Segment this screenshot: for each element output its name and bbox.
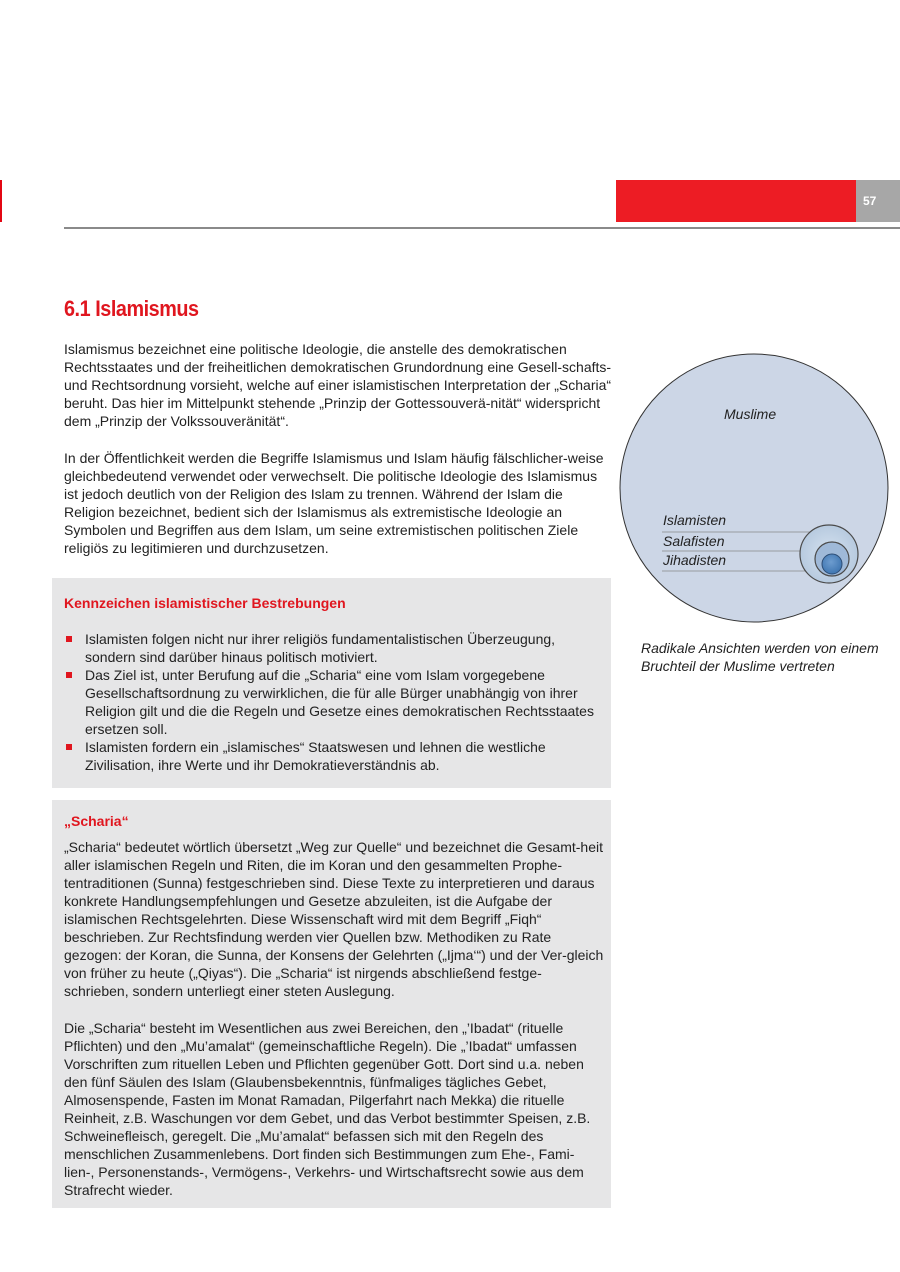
list-item-text: Islamisten fordern ein „islamisches“ Staatswesen und lehnen die westliche Zivilisation, ihre Werte und ihr Demokratieverständnis ab. — [85, 739, 546, 773]
muslim-proportions-diagram — [612, 348, 900, 628]
list-item — [64, 630, 609, 666]
bullet-square-icon — [66, 636, 72, 642]
label-jihadisten: Jihadisten — [663, 552, 727, 568]
characteristics-title: Kennzeichen islamistischer Bestrebungen — [64, 595, 346, 611]
diagram-circles — [612, 348, 900, 628]
list-item-text: Das Ziel ist, unter Berufung auf die „Scharia“ eine vom Islam vorgegebene Gesellschaftsordnung zu verwirklichen, die für alle Bürger unabhängig von ihrer Religion gilt und die die Regeln und Gesetze eines demokratischen Rechtsstaates ersetzen soll. — [85, 667, 594, 737]
intro-paragraph-1: Islamismus bezeichnet eine politische Ideologie, die anstelle des demokratischen Rechtsstaates und der freiheitlichen demokratischen Grundordnung eine Gesell-schafts- und Rechtsordnung vorsieht, welche auf einer islamistischen Interpretation der „Scharia“ beruht. Das hier im Mittelpunkt stehende „Prinzip der Gottessouverä-nität“ widerspricht dem „Prinzip der Volkssouveränität“. — [64, 341, 612, 429]
list-item-text: Islamisten folgen nicht nur ihrer religiös fundamentalistischen Überzeugung, sondern sind darüber hinaus politisch motiviert. — [85, 631, 556, 665]
page-number: 57 — [856, 180, 900, 222]
characteristics-box — [52, 578, 611, 788]
scharia-paragraph-1: „Scharia“ bedeutet wörtlich übersetzt „Weg zur Quelle“ und bezeichnet die Gesamt-heit aller islamischen Regeln und Riten, die im Koran und den gesammelten Prophe-tentraditionen (Sunna) festgeschrieben sind. Diese Texte zu interpretieren und daraus konkrete Handlungsempfehlungen und Gesetze abzuleiten, ist die Aufgabe der islamischen Rechtsgelehrten. Diese Wissenschaft wird mit dem Begriff „Fiqh“ beschrieben. Zur Rechtsfindung werden vier Quellen bzw. Methodiken zu Rate gezogen: der Koran, die Sunna, der Konsens der Gelehrten („Ijma‘“) und der Ver-gleich von früher zu heute („Qiyas“). Die „Scharia“ ist nirgends abschließend festge-schrieben, sondern unterliegt einer steten Auslegung. — [64, 839, 604, 999]
diagram-caption: Radikale Ansichten werden von einem Bruchteil der Muslime vertreten — [641, 640, 879, 674]
characteristics-list — [64, 630, 609, 774]
list-item — [64, 666, 609, 738]
scharia-box — [52, 800, 611, 1208]
section-title: 6.1 Islamismus — [64, 296, 199, 321]
bullet-square-icon — [66, 672, 72, 678]
label-salafisten: Salafisten — [663, 533, 725, 549]
margin-marker — [0, 180, 2, 222]
label-muslime: Muslime — [724, 406, 777, 422]
scharia-paragraph-2: Die „Scharia“ besteht im Wesentlichen aus zwei Bereichen, den „’Ibadat“ (rituelle Pflichten) und den „Mu’amalat“ (gemeinschaftliche Regeln). Die „’Ibadat“ umfassen Vorschriften zum rituellen Leben und Pflichten gegenüber Gott. Dort sind u.a. neben den fünf Säulen des Islam (Glaubensbekenntnis, fünfmaliges tägliches Gebet, Almosenspende, Fasten im Monat Ramadan, Pilgerfahrt nach Mekka) die rituelle Reinheit, z.B. Waschungen vor dem Gebet, und das Verbot bestimmter Speisen, z.B. Schweinefleisch, geregelt. Die „Mu’amalat“ befassen sich mit den Regeln des menschlichen Zusammenlebens. Dort finden sich Bestimmungen zum Ehe-, Fami-lien-, Personenstands-, Vermögens-, Verkehrs- und Wirtschaftsrecht sowie aus dem Strafrecht wieder. — [64, 1020, 591, 1198]
header-rule — [64, 227, 900, 229]
intro-paragraph-2: In der Öffentlichkeit werden die Begriffe Islamismus und Islam häufig fälschlicher-weise gleichbedeutend verwendet oder verwechselt. Die politische Ideologie des Islamismus ist jedoch deutlich von der Religion des Islam zu trennen. Während der Islam die Religion bezeichnet, bedient sich der Islamismus als extremistische Ideologie an Symbolen und Begriffen aus dem Islam, um seine extremistischen politischen Ziele religiös zu legitimieren und durchzusetzen. — [64, 450, 604, 556]
list-item — [64, 738, 609, 774]
bullet-square-icon — [66, 744, 72, 750]
scharia-title: „Scharia“ — [64, 813, 129, 829]
label-islamisten: Islamisten — [663, 512, 727, 528]
jihadisten-circle — [822, 554, 842, 574]
header-color-bar — [616, 180, 856, 222]
muslime-circle — [620, 354, 888, 622]
